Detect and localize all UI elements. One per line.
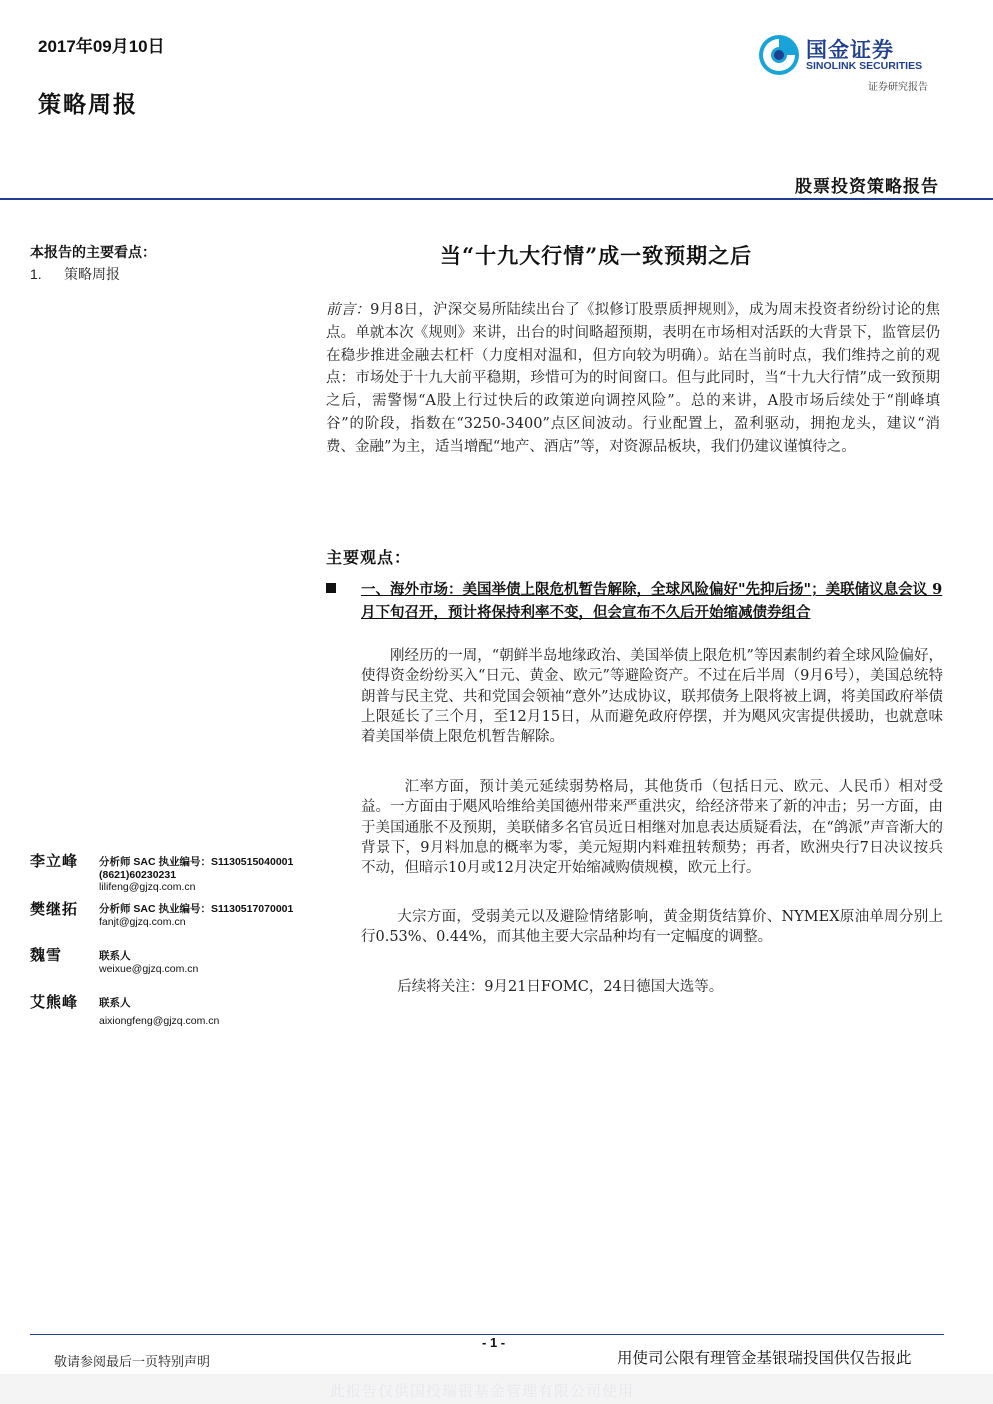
key-point-label: 策略周报 xyxy=(64,267,120,283)
analyst-title: 联系人 xyxy=(99,997,131,1009)
report-date: 2017年09月10日 xyxy=(38,37,165,56)
logo-english: SINOLINK SECURITIES xyxy=(806,60,923,72)
analyst-phone: (8621)60230231 xyxy=(99,868,177,881)
analyst-email: weixue@gjzq.com.cn xyxy=(99,962,199,975)
logo-subtitle: 证券研究报告 xyxy=(868,82,928,93)
preface-lead: 前言： xyxy=(326,302,371,318)
analyst-name: 樊继拓 xyxy=(30,900,79,918)
analyst-name: 李立峰 xyxy=(30,852,79,870)
analyst-title: 分析师 SAC 执业编号：S1130517070001 xyxy=(99,903,294,915)
header-divider xyxy=(0,198,993,200)
section-heading: 一、海外市场：美国举债上限危机暂告解除，全球风险偏好"先抑后扬"；美联储议息会议 9月下旬召开，预计将保持利率不变，但会宣布不久后开始缩减债券组合 xyxy=(361,581,943,621)
analyst-info xyxy=(99,856,293,894)
analyst-title: 联系人 xyxy=(99,950,131,962)
analyst-email: aixiongfeng@gjzq.com.cn xyxy=(99,1014,220,1027)
analyst-name: 魏雪 xyxy=(30,946,63,964)
page-number: - 1 - xyxy=(482,1335,506,1350)
analyst-title: 分析师 SAC 执业编号：S1130515040001 xyxy=(99,856,294,868)
body-paragraph: 汇率方面，预计美元延续弱势格局，其他货币（包括日元、欧元、人民币）相对受益。一方面由于飓风哈维给美国德州带来严重洪灾，给经济带来了新的冲击；另一方面，由于美国通胀不及预期，美联储多名官员近日相继对加息表达质疑看法，在“鸽派”声音渐大的背景下，9月料加息的概率为零，美元短期内料难扭转颓势；再者，欧洲央行7日决议按兵不动，但暗示10月或12月决定开始缩减购债规模，欧元上行。 xyxy=(361,779,943,877)
analyst-email: lilifeng@gjzq.com.cn xyxy=(99,881,196,893)
preface-body: 9月8日，沪深交易所陆续出台了《拟修订股票质押规则》，成为周末投资者纷纷讨论的焦点。单就本次《规则》来讲，出台的时间略超预期，表明在市场相对活跃的大背景下，监管层仍在稳步推进金融去杠杆（力度相对温和，但方向较为明确）。站在当前时点，我们维持之前的观点：市场处于十九大前平稳期，珍惜可为的时间窗口。但与此同时，当“十九大行情”成一致预期之后，需警惕“A股上行过快后的政策逆向调控风险”。总的来讲，A股市场后续处于“削峰填谷”的阶段，指数在“3250-3400”点区间波动。行业配置上，盈利驱动，拥抱龙头，建议“消费、金融”为主，适当增配“地产、酒店”等，对资源品板块，我们仍建议谨慎待之。 xyxy=(326,302,940,455)
analyst-name: 艾熊峰 xyxy=(30,993,79,1011)
logo-chinese: 国金证券 xyxy=(806,38,894,62)
watermark-text: 此报告仅供国投瑞银基金管理有限公司使用 xyxy=(330,1382,635,1400)
preface-paragraph xyxy=(326,299,940,459)
body-paragraph: 后续将关注：9月21日FOMC，24日德国大选等。 xyxy=(397,979,724,995)
bullet-square-icon xyxy=(326,583,336,593)
sinolink-logo-icon xyxy=(757,33,801,77)
report-title: 当“十九大行情”成一致预期之后 xyxy=(440,243,753,268)
analyst-info xyxy=(99,903,293,928)
report-type: 股票投资策略报告 xyxy=(795,177,939,197)
analyst-info xyxy=(99,950,198,975)
key-point-number: 1. xyxy=(30,266,42,282)
body-paragraph: 刚经历的一周，“朝鲜半岛地缘政治、美国举债上限危机”等因素制约着全球风险偏好，使得资金纷纷买入“日元、黄金、欧元”等避险资产。不过在后半周（9月6号），美国总统特朗普与民主党、共和党国会领袖“意外”达成协议，联邦债务上限将被上调，将美国政府举债上限延长了三个月，至12月15日，从而避免政府停摆，并为飓风灾害提供援助，也就意味着美国举债上限危机暂告解除。 xyxy=(361,648,943,746)
main-views-title: 主要观点： xyxy=(326,548,412,567)
footer-right-text: 用使司公限有理管金基银瑞投国供仅告报此 xyxy=(617,1349,912,1367)
analyst-email: fanjt@gjzq.com.cn xyxy=(99,915,186,928)
key-points-title: 本报告的主要看点： xyxy=(30,245,156,261)
body-paragraph: 大宗方面，受弱美元以及避险情绪影响，黄金期货结算价、NYMEX原油单周分别上行0.53%、0.44%，而其他主要大宗品种均有一定幅度的调整。 xyxy=(361,909,943,946)
analyst-info xyxy=(99,997,219,1027)
key-point-item xyxy=(30,264,120,284)
disclaimer-note: 敬请参阅最后一页特别声明 xyxy=(54,1355,211,1370)
report-series: 策略周报 xyxy=(38,91,138,118)
